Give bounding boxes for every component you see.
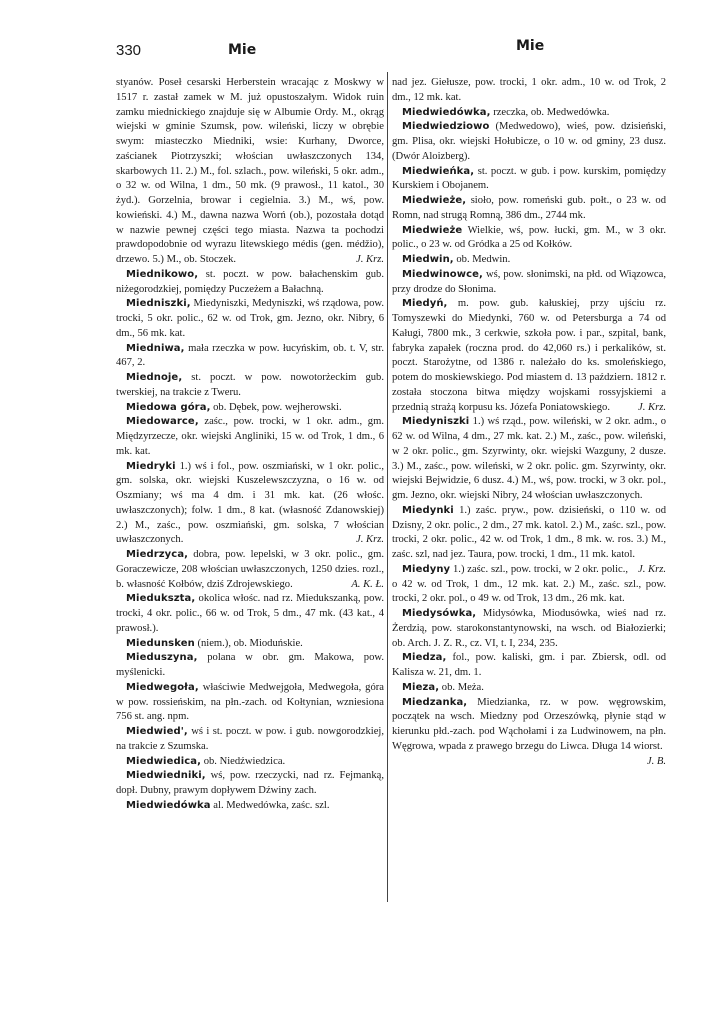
entry-author-signature: J. Krz. xyxy=(638,401,666,413)
entry-headword: Mieza, xyxy=(402,681,440,693)
dictionary-entry xyxy=(392,696,667,767)
entry-headword: Miedwieże, xyxy=(402,195,467,206)
entry-author-signature: A. K. Ł. xyxy=(351,578,384,590)
dictionary-entry xyxy=(116,637,384,652)
entry-text: st. poczt. w pow. bałachenskim gub. niżegorodzkiej, pomiędzy Puczeżem a Bałachną. xyxy=(116,268,384,295)
dictionary-entry xyxy=(116,681,384,725)
dictionary-entry xyxy=(392,268,666,298)
entry-author-signature: J. Krz. xyxy=(356,254,384,265)
entry-headword: Miedwiedica, xyxy=(126,755,202,767)
entry-text: al. Medwedówka, zaśc. szl. xyxy=(213,799,330,811)
entry-headword: Miedyny xyxy=(402,563,451,575)
dictionary-entry xyxy=(116,401,384,416)
entry-text: właściwie Medwejgoła, Medwegoła, góra w pow. rossieńskim, na płn.-zach. od Kołtynian, wzniesiona 756 st. ang. npm. xyxy=(116,681,384,723)
entry-text: ob. Meża. xyxy=(441,681,484,693)
entry-text: wś i st. poczt. w pow. i gub. nowgorodzkiej, na trakcie z Szumska. xyxy=(116,726,384,752)
dictionary-entry xyxy=(116,725,384,755)
entry-headword: Miednikowo, xyxy=(126,268,199,280)
dictionary-entry xyxy=(116,651,384,681)
entry-text: Miedyniszki, Medyniszki, wś rządowa, pow. trocki, 5 okr. polic., 62 w. od Trok, gm. Jezno, okr. Nibry, 6 dm., 56 mk. kat. xyxy=(116,298,384,339)
entry-text: 1.) zaśc. szl., pow. trocki, w 2 okr. polic., o 42 w. od Trok, 1 dm., 12 mk. kat. 2.) M., zaśc. szl., pow. trocki, 2 okr. pol., o 49 w. od Trok, 13 dm., 26 mk. kat. xyxy=(392,563,666,605)
entry-text: 1.) wś i fol., pow. oszmiański, w 1 okr. polic., gm. solska, okr. wiejski Kuszelewszczyzna, o 16 w. od Oszmiany; wś ma 4 dm. i 31 mk. kat. (26 włośc. uwłaszczonych); folw. 1 dm., 8 kat. (własność Zdanowskiej) 2.) M., zaśc., pow. oszmiański, gm. solska, 7 włościan uwłaszczonych. xyxy=(116,460,384,546)
dictionary-entry xyxy=(392,563,666,607)
entry-headword: Miedwin, xyxy=(402,254,454,265)
entry-headword: Miedwiedówka, xyxy=(402,106,491,118)
right-column xyxy=(392,76,666,769)
entry-text: mała rzeczka w pow. łucyńskim, ob. t. V, str. 467, 2. xyxy=(116,342,384,369)
left-column xyxy=(116,76,384,814)
dictionary-entry xyxy=(116,371,384,401)
dictionary-entry xyxy=(116,268,384,298)
entry-headword: Miedunsken xyxy=(126,637,195,649)
dictionary-entry xyxy=(392,415,666,504)
entry-headword: Mieduszyna, xyxy=(126,652,198,664)
entry-text: nad jez. Giełusze, pow. trocki, 1 okr. adm., 10 w. od Trok, 2 dm., 12 mk. kat. xyxy=(392,77,666,103)
entry-headword: Miedwied', xyxy=(126,726,188,737)
entry-headword: Miedyń, xyxy=(402,298,448,310)
dictionary-entry xyxy=(116,769,384,799)
entry-text: styanów. Poseł cesarski Herberstein wracając z Moskwy w 1517 r. zastał zamek w M. już opustoszałym. Widok ruin zamku miednickiego znajduje się w Albumie Ordy. M., okrąg wiejski w gminie Szumsk, pow. wileński, liczy w obrębie swym: miasteczko Miedniki, wsie: Kurhany, Dworce, zaścianek Piotrzyszki; włościan uwłaszczonych 134, skarbowych 11. 2.) M., fol. szlach., pow. wileński, 5 okr. adm., o 32 w. od Wilna, 1 dm., 50 mk. (9 prawosł., 11 katol., 30 żyd.). Gorzelnia, browar i cegielnia. 3.) M., wś, pow. kowieński. 4.) M., dawna nazwa Worń (ob.), pozostała dotąd w nazwie pewnej części tego miasta. Nazwa ta pochodzi prawdopodobnie od wyrazu litewskiego médis (gen. médžio), drzewo. 5.) M., ob. Stoczek. xyxy=(116,77,384,265)
entry-headword: Miedwiedówka xyxy=(126,799,211,811)
entry-headword: Miedwinowce, xyxy=(402,268,483,280)
entry-headword: Miedysówka, xyxy=(402,608,477,619)
entry-text: dobra, pow. lepelski, w 3 okr. polic., gm. Goraczewicze, 208 włościan uwłaszczonych, 1250 dzies. rozl., b. własność Kołbów, dziś Zdrojewskiego. xyxy=(116,549,384,590)
entry-headword: Miedniszki, xyxy=(126,298,191,310)
entry-headword: Miedwiedziowo xyxy=(402,121,490,133)
entry-text: rzeczka, ob. Medwedówka. xyxy=(493,106,610,118)
column-divider xyxy=(387,72,388,902)
dictionary-entry xyxy=(392,194,666,224)
entry-text: Wielkie, wś, pow. łucki, gm. M., w 3 okr. polic., o 23 w. od Gródka a 25 od Kołków. xyxy=(392,224,666,251)
dictionary-entry xyxy=(392,607,666,651)
entry-text: Midysówka, Miodusówka, wieś nad rz. Żerdzią, pow. starokonstantynowski, na wsch. od Białozierki; ob. Arch. J. Z. R., cz. VI, t. I, 234, 235. xyxy=(392,608,666,649)
entry-headword: Miedwieńka, xyxy=(402,165,475,177)
dictionary-entry xyxy=(392,165,666,195)
running-head-left: Mie xyxy=(228,42,257,58)
entry-text: wś, pow. słonimski, na płd. od Wiązowca, przy drodze do Słonima. xyxy=(392,268,666,295)
entry-headword: Miedniwa, xyxy=(126,342,185,354)
entry-text: sioło, pow. romeński gub. połt., o 23 w. od Romn, nad strugą Romną, 386 dm., 2744 mk. xyxy=(392,195,667,221)
entry-text: okolica włośc. nad rz. Miedukszanką, pow. trocki, 4 okr. polic., 66 w. od Trok, 5 dm., 47 mk. (43 kat., 4 prawosł.). xyxy=(116,593,385,634)
entry-text: fol., pow. kaliski, gm. i par. Zbiersk, odl. od Kalisza w. 21, dm. 1. xyxy=(392,652,666,678)
entry-text: ob. Niedźwiedzica. xyxy=(203,755,286,767)
entry-text: (Medwedowo), wieś, pow. dzisieński, gm. Plisa, okr. wiejski Hołubicze, o 10 w. od gminy, 23 dusz. (Dwór Aloizberg). xyxy=(392,121,666,162)
entry-headword: Miedrzyca, xyxy=(126,549,189,560)
entry-author-signature: J. Krz. xyxy=(638,563,666,575)
entry-headword: Miednoje, xyxy=(126,372,183,383)
entry-headword: Miedynki xyxy=(402,504,454,516)
entry-text: Miedzianka, rz. w pow. węgrowskim, początek na wsch. Miedzny pod Orzeszówką, płynie stąd w kierunku płd.-zach. pod Wąchołami i za Ludwinowem, na płn. Węgrowa, wpada z prawego brzegu do Liwca. Długa 14 wiorst. xyxy=(392,696,667,752)
dictionary-entry xyxy=(116,592,384,636)
dictionary-entry xyxy=(392,651,666,681)
entry-text: 1.) wś rząd., pow. wileński, w 2 okr. adm., o 62 w. od Wilna, 4 dm., 27 mk. kat. 2.) M., zaśc., pow. wileński, w 2 okr. polic., gm. Szyrwinty, okr. wiejski Wazguny, 2 dusze. 3.) M., zaśc., pow. wileński, w 2 okr. polic. gm. Szyrwinty, okr. wiejski Bejwidzie, 6 dusz. 4.) M., wś, pow. trocki, w 3 okr. pol., gm. Jezno, okr. wiejski Nibry, 24 włościan uwłaszczonych. xyxy=(392,416,667,501)
entry-headword: Miedwegoła, xyxy=(126,681,199,693)
entry-headword: Miedza, xyxy=(402,652,447,664)
dictionary-entry xyxy=(392,297,666,415)
page-number: 330 xyxy=(116,42,142,59)
dictionary-entry xyxy=(116,548,384,592)
dictionary-entry xyxy=(116,342,384,372)
entry-headword: Miedzanka, xyxy=(402,696,468,708)
entry-text: st. poczt. w pow. nowotorżeckim gub. twerskiej, na trakcie z Tweru. xyxy=(116,372,384,398)
entry-headword: Miedryki xyxy=(126,460,176,472)
dictionary-entry xyxy=(116,297,384,341)
entry-headword: Miedyniszki xyxy=(402,416,470,428)
entry-text: st. poczt. w gub. i pow. kurskim, pomiędzy Kurskiem i Obojanem. xyxy=(392,165,667,192)
dictionary-entry xyxy=(392,253,666,268)
entry-author-signature: J. B. xyxy=(646,755,666,767)
dictionary-entry xyxy=(116,76,384,268)
entry-text: (niem.), ob. Mioduńskie. xyxy=(197,637,303,649)
dictionary-entry xyxy=(392,120,666,164)
entry-headword: Miedwiedniki, xyxy=(126,770,206,782)
dictionary-entry xyxy=(392,106,666,121)
entry-author-signature: J. Krz. xyxy=(356,534,384,546)
entry-headword: Miedukszta, xyxy=(126,593,196,605)
entry-headword: Miedowarce, xyxy=(126,416,199,428)
entry-headword: Miedowa góra, xyxy=(126,401,211,413)
entry-text: ob. Medwin. xyxy=(456,254,511,265)
entry-text: m. pow. gub. kałuskiej, przy ujściu rz. Tomyszewki do Miedynki, 760 w. od Petersburga a 74 od Kaługi, 7800 mk., 3 cerkwie, szkoła pow. i par., szpital, bank, fabryka zapałek (roczna prod. do 42,060 rs.) i perkalików, st. poczt. Starożytne, od 1386 r. należało do ks. smoleńskiego, potem do moskiewskiego. Pod miastem d. 13 październ. 1812 r. została stoczona bitwa między wojskami rossyjskiemi a przednią strażą korpusu ks. Józefa Poniatowskiego. xyxy=(392,298,666,413)
entry-text: polana w obr. gm. Makowa, pow. myślenicki. xyxy=(116,652,384,678)
dictionary-entry xyxy=(116,415,384,459)
entry-text: 1.) zaśc. pryw., pow. dzisieński, o 110 w. od Dzisny, 2 okr. polic., 2 dm., 27 mk. katol. 2.) M., zaśc. szl., pow. trocki, 2 okr. polic., 42 w. od Trok, 1 dm., 8 mk. w. ros. 3.) M., zaśc. szl, nad jez. Taura, pow. trocki, 1 dm., 11 mk. katol. xyxy=(392,504,666,560)
dictionary-entry xyxy=(116,799,384,814)
dictionary-entry xyxy=(392,681,666,696)
dictionary-entry xyxy=(116,460,384,549)
entry-text: ob. Dębek, pow. wejherowski. xyxy=(213,401,342,413)
running-head-right: Mie xyxy=(516,38,545,54)
entry-text: wś, pow. rzeczycki, nad rz. Fejmanką, dopł. Dubny, prawym dopływem Dźwiny zach. xyxy=(116,770,384,796)
dictionary-entry xyxy=(392,76,666,106)
entry-headword: Miedwieże xyxy=(402,224,463,236)
dictionary-entry xyxy=(116,755,384,770)
dictionary-entry xyxy=(392,224,666,254)
entry-text: zaśc., pow. trocki, w 1 okr. adm., gm. Międzyrzecze, okr. wiejski Angliniki, 15 w. od Trok, 1 dm., 6 mk. kat. xyxy=(116,416,384,457)
